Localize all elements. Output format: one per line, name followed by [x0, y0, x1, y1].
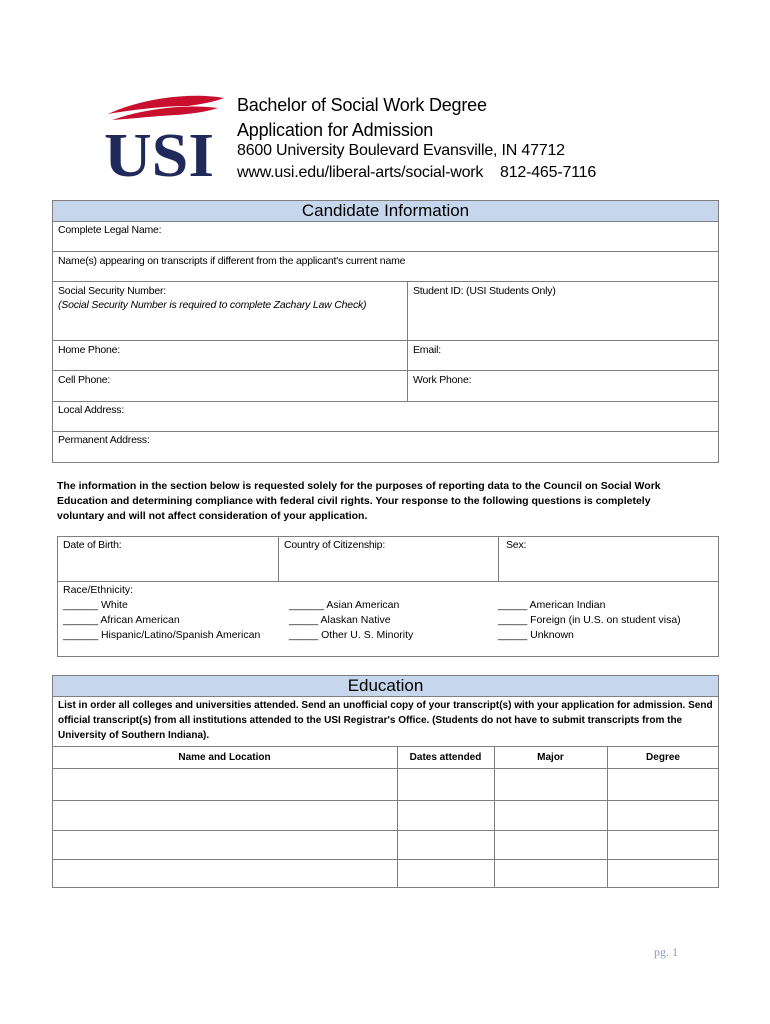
form-title: Bachelor of Social Work Degree — [237, 95, 487, 115]
race-option-african-american[interactable]: ______ African American — [63, 614, 180, 626]
home-phone-field[interactable]: Home Phone: — [58, 344, 121, 356]
sex-field[interactable]: Sex: — [506, 539, 527, 551]
usi-logo — [102, 92, 230, 184]
education-section-header: Education — [52, 675, 719, 697]
permanent-address-field[interactable]: Permanent Address: — [58, 434, 150, 446]
local-address-field[interactable]: Local Address: — [58, 404, 125, 416]
education-instructions: List in order all colleges and universities attended. Send an unofficial copy of your transcript(s) with your application for admission. Send official transcript(s) from all institutions attended to the USI Registrar's Office. (Students do not have to submit transcripts from the University of Southern Indiana). — [58, 700, 713, 741]
race-option-white[interactable]: ______ White — [63, 599, 128, 611]
civil-rights-notice: The information in the section below is requested solely for the purposes of reporting data to the Council on Social Work Education and determining compliance with federal civil rights. Your response to the following questions is completely voluntary and will not affect consideration of your application. — [57, 480, 661, 522]
col-header-major: Major — [537, 752, 564, 763]
website: www.usi.edu/liberal-arts/social-work — [237, 164, 484, 181]
cell-phone-field[interactable]: Cell Phone: — [58, 374, 111, 386]
ssn-note: (Social Security Number is required to complete Zachary Law Check) — [58, 299, 367, 311]
race-option-foreign[interactable]: _____ Foreign (in U.S. on student visa) — [498, 614, 681, 626]
page-number: pg. 1 — [654, 945, 678, 959]
form-subtitle: Application for Admission — [237, 120, 434, 140]
col-header-degree: Degree — [646, 752, 680, 763]
logo-wordmark: USI — [104, 122, 214, 184]
transcript-names-field[interactable]: Name(s) appearing on transcripts if different from the applicant's current name — [58, 255, 406, 267]
phone: 812-465-7116 — [500, 164, 597, 181]
work-phone-field[interactable]: Work Phone: — [413, 374, 472, 386]
race-option-american-indian[interactable]: _____ American Indian — [498, 599, 606, 611]
col-header-name-location: Name and Location — [178, 752, 271, 763]
citizenship-field[interactable]: Country of Citizenship: — [284, 539, 386, 551]
candidate-section-header: Candidate Information — [52, 200, 719, 222]
race-option-hispanic[interactable]: ______ Hispanic/Latino/Spanish American — [63, 629, 261, 641]
col-header-dates: Dates attended — [409, 752, 482, 763]
address: 8600 University Boulevard Evansville, IN 47712 — [237, 142, 565, 159]
race-label: Race/Ethnicity: — [63, 584, 134, 596]
race-option-other-minority[interactable]: _____ Other U. S. Minority — [289, 629, 414, 641]
race-option-asian-american[interactable]: ______ Asian American — [289, 599, 400, 611]
dob-field[interactable]: Date of Birth: — [63, 539, 122, 551]
student-id-field[interactable]: Student ID: (USI Students Only) — [413, 285, 556, 297]
race-option-alaskan-native[interactable]: _____ Alaskan Native — [289, 614, 391, 626]
ssn-field[interactable]: Social Security Number: — [58, 285, 167, 297]
legal-name-field[interactable]: Complete Legal Name: — [58, 224, 162, 236]
race-option-unknown[interactable]: _____ Unknown — [498, 629, 574, 641]
email-field[interactable]: Email: — [413, 344, 441, 356]
